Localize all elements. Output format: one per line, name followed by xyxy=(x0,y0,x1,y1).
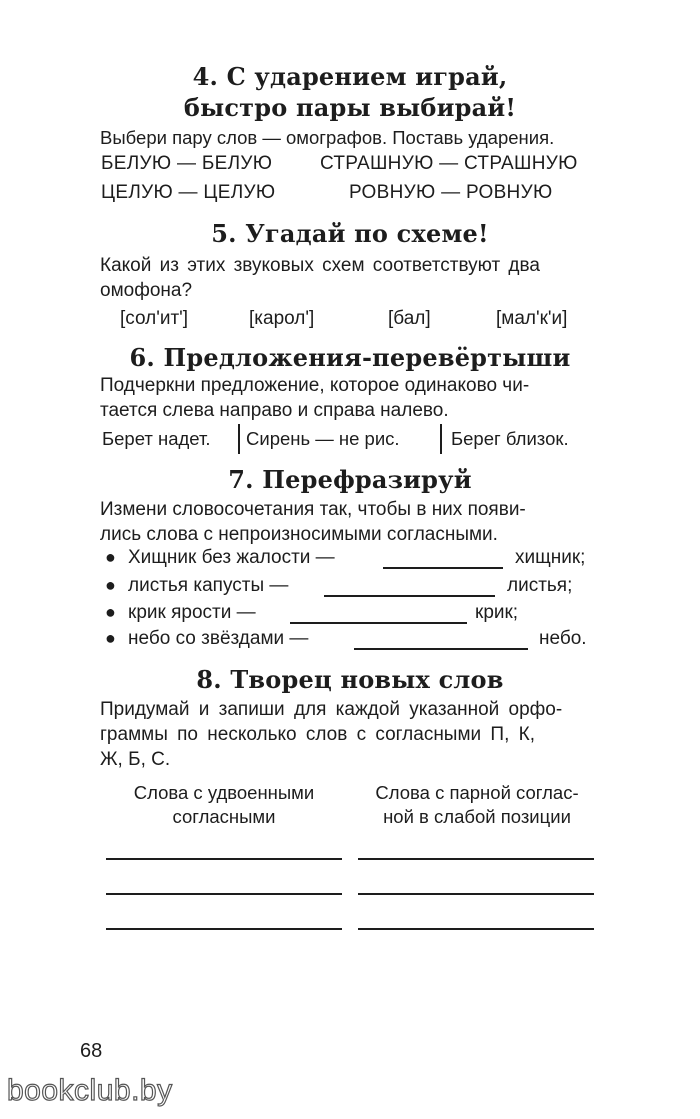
task4-instruction: Выбери пару слов — омографов. Поставь ударения. xyxy=(100,127,555,148)
answer-line[interactable] xyxy=(354,648,528,650)
bullet-icon: ● xyxy=(105,602,116,622)
task7-item-1-right: хищник; xyxy=(515,547,586,568)
task8-title: 8. Творец новых слов xyxy=(196,665,504,694)
column-2-header-line2: ной в слабой позиции xyxy=(383,806,571,827)
watermark: bookclub.by xyxy=(7,1074,173,1107)
task4-pair-2: СТРАШНУЮ — СТРАШНУЮ xyxy=(320,153,578,174)
task8-line2: граммы по несколько слов с согласными П, К, xyxy=(100,724,535,745)
bullet-icon: ● xyxy=(105,575,116,595)
task7-item-3-right: крик; xyxy=(475,602,519,623)
task7-item-1-left: Хищник без жалости — xyxy=(128,547,335,568)
column-1-header-line2: согласными xyxy=(172,806,276,827)
task7-item-2-right: листья; xyxy=(507,575,573,596)
task5-scheme-4: [мал'к'и] xyxy=(496,308,568,329)
task4-pair-4: РОВНУЮ — РОВНУЮ xyxy=(349,182,553,203)
task7-title: 7. Перефразируй xyxy=(228,465,472,494)
divider xyxy=(440,424,442,454)
task7-item-4-right: небо. xyxy=(539,628,587,649)
task7-item-4-left: небо со звёздами — xyxy=(128,628,309,649)
task5-line1: Какой из этих звуковых схем соответствуют два xyxy=(100,255,540,276)
task6-sentence-2: Сирень — не рис. xyxy=(246,428,400,449)
task6-sentence-3: Берег близок. xyxy=(451,428,569,449)
answer-line[interactable] xyxy=(324,595,495,597)
task4-title-line2: быстро пары выбирай! xyxy=(183,93,517,122)
task4-pair-3: ЦЕЛУЮ — ЦЕЛУЮ xyxy=(101,182,276,203)
task6-line2: тается слева направо и справа налево. xyxy=(100,400,449,421)
column-1-header-line1: Слова с удвоенными xyxy=(133,782,315,803)
task5-scheme-1: [сол'ит'] xyxy=(120,308,189,329)
answer-line[interactable] xyxy=(290,622,467,624)
task7-line2: лись слова с непроизносимыми согласными. xyxy=(100,524,498,545)
task5-scheme-2: [карол'] xyxy=(249,308,315,329)
task5-title: 5. Угадай по схеме! xyxy=(211,219,489,248)
writing-line[interactable] xyxy=(106,893,342,895)
writing-line[interactable] xyxy=(106,928,342,930)
task6-title: 6. Предложения-перевёртыши xyxy=(129,343,571,372)
bullet-icon: ● xyxy=(105,547,116,567)
writing-line[interactable] xyxy=(358,928,594,930)
task5-scheme-3: [бал] xyxy=(388,308,431,329)
task4-pair-1: БЕЛУЮ — БЕЛУЮ xyxy=(101,153,273,174)
writing-line[interactable] xyxy=(358,858,594,860)
task6-sentence-1: Берет надет. xyxy=(102,428,211,449)
task8-line3: Ж, Б, С. xyxy=(100,749,171,770)
column-2-header-line1: Слова с парной соглас- xyxy=(375,782,579,803)
bullet-icon: ● xyxy=(105,628,116,648)
answer-line[interactable] xyxy=(383,567,503,569)
task8-line1: Придумай и запиши для каждой указанной орфо- xyxy=(100,699,563,720)
writing-line[interactable] xyxy=(358,893,594,895)
task6-line1: Подчеркни предложение, которое одинаково чи- xyxy=(100,375,530,396)
task7-line1: Измени словосочетания так, чтобы в них появи- xyxy=(100,499,526,520)
divider xyxy=(238,424,240,454)
page-number: 68 xyxy=(80,1040,103,1062)
writing-line[interactable] xyxy=(106,858,342,860)
task4-title-line1: 4. С ударением играй, xyxy=(192,62,508,91)
task7-item-3-left: крик ярости — xyxy=(128,602,256,623)
task7-item-2-left: листья капусты — xyxy=(128,575,289,596)
task5-line2: омофона? xyxy=(100,280,193,301)
